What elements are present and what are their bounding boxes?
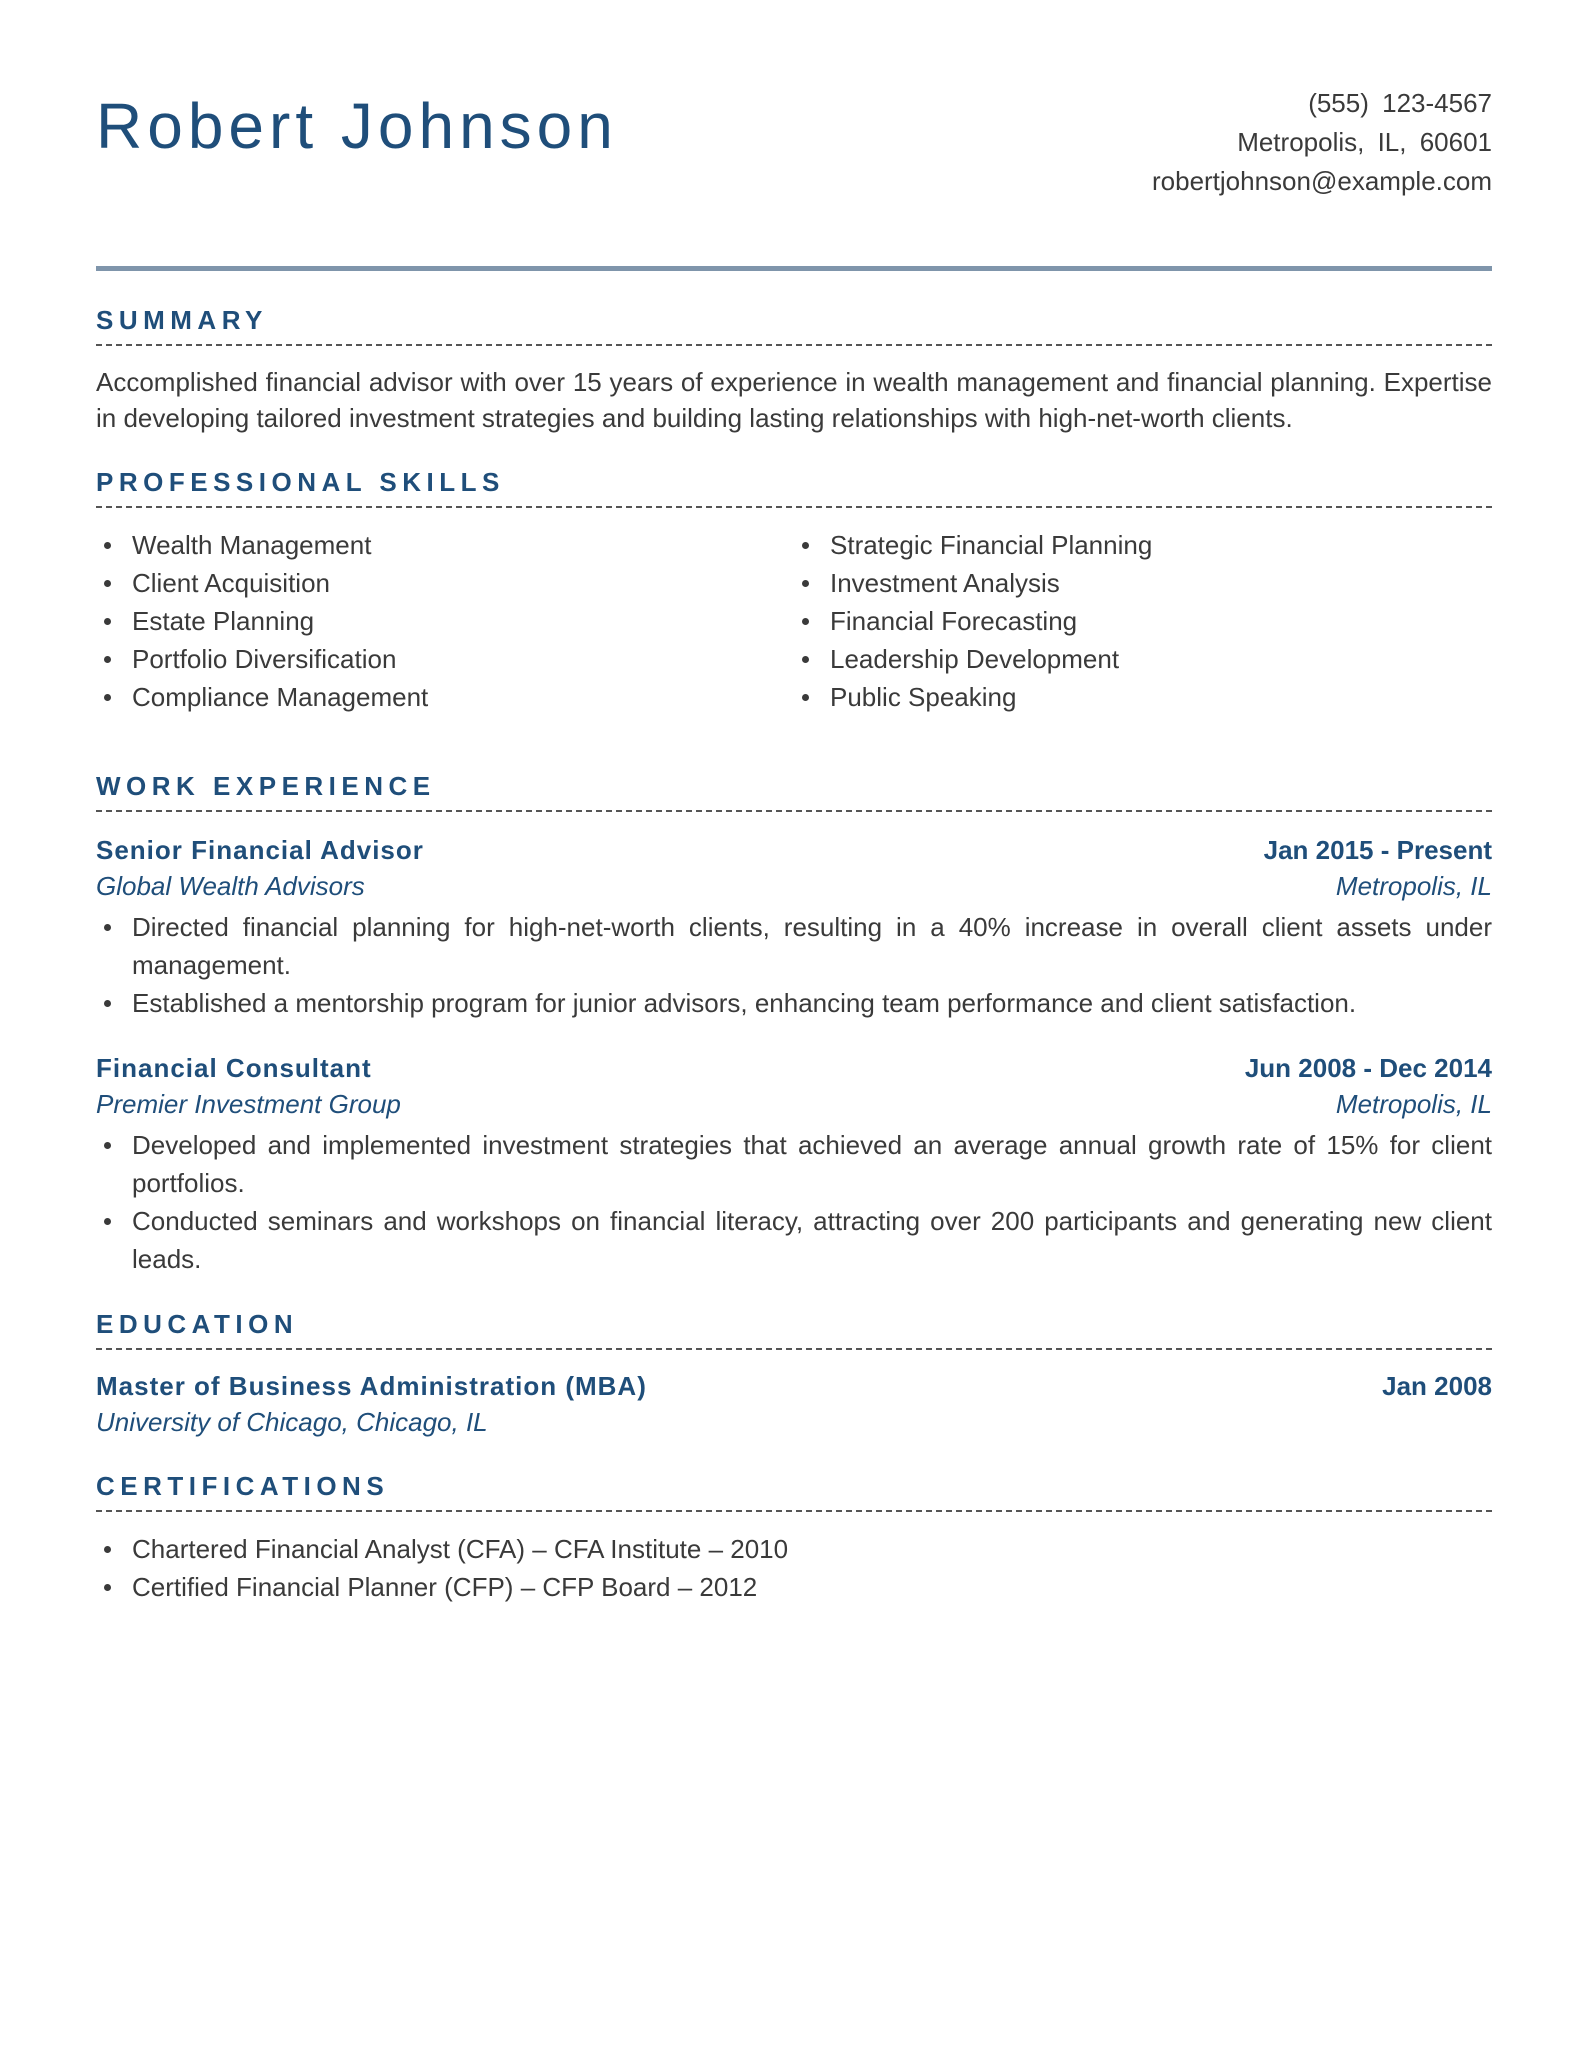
summary-text: Accomplished financial advisor with over 15 years of experience in wealth management and financial planning. Expertise in developing tailored investment strategies and building lasting relationships with high-net-worth clients. (96, 367, 1492, 433)
skill-item: Estate Planning (96, 602, 794, 640)
job-dates: Jun 2008 - Dec 2014 (1244, 1053, 1492, 1083)
contact-address: Metropolis, IL, 60601 (1237, 127, 1492, 157)
certification-item: Certified Financial Planner (CFP) – CFP Board – 2012 (96, 1568, 1492, 1606)
job-location: Metropolis, IL (1335, 871, 1492, 901)
skill-item: Wealth Management (96, 526, 794, 564)
job-entry (96, 832, 1492, 1022)
skill-item: Investment Analysis (794, 564, 1492, 602)
job-subheader (96, 1086, 1492, 1122)
resume-header (96, 0, 1492, 270)
header-divider (96, 266, 1492, 271)
section-title-experience: WORK EXPERIENCE (96, 770, 1492, 812)
job-location: Metropolis, IL (1335, 1089, 1492, 1119)
skills-right-column (794, 526, 1492, 716)
job-entry (96, 1050, 1492, 1278)
skill-item: Leadership Development (794, 640, 1492, 678)
job-bullets (96, 1126, 1492, 1278)
job-header (96, 832, 1492, 868)
section-title-summary: SUMMARY (96, 304, 1492, 346)
section-title-education: EDUCATION (96, 1308, 1492, 1350)
contact-block (1152, 84, 1492, 201)
education-date: Jan 2008 (1382, 1371, 1492, 1401)
job-bullet: Conducted seminars and workshops on financial literacy, attracting over 200 participants and generating new client leads. (96, 1202, 1492, 1278)
education-subheader (96, 1404, 1492, 1440)
job-bullet: Developed and implemented investment strategies that achieved an average annual growth rate of 15% for client portfolios. (96, 1126, 1492, 1202)
job-bullet: Directed financial planning for high-net-worth clients, resulting in a 40% increase in overall client assets under management. (96, 908, 1492, 984)
certifications-section (96, 1470, 1492, 1606)
education-school: University of Chicago, Chicago, IL (96, 1407, 488, 1437)
job-company: Premier Investment Group (96, 1089, 401, 1119)
education-section (96, 1308, 1492, 1440)
certification-item: Chartered Financial Analyst (CFA) – CFA Institute – 2010 (96, 1530, 1492, 1568)
job-header (96, 1050, 1492, 1086)
job-role: Senior Financial Advisor (96, 835, 424, 865)
job-bullet: Established a mentorship program for junior advisors, enhancing team performance and client satisfaction. (96, 984, 1492, 1022)
skill-item: Strategic Financial Planning (794, 526, 1492, 564)
job-subheader (96, 868, 1492, 904)
summary-section (96, 304, 1492, 436)
skills-left-column (96, 526, 794, 716)
contact-email: robertjohnson@example.com (1151, 166, 1492, 196)
education-degree: Master of Business Administration (MBA) (96, 1371, 647, 1401)
skills-grid (96, 526, 1492, 716)
skill-item: Portfolio Diversification (96, 640, 794, 678)
certifications-list (96, 1530, 1492, 1606)
section-title-certifications: CERTIFICATIONS (96, 1470, 1492, 1512)
skill-item: Financial Forecasting (794, 602, 1492, 640)
education-header (96, 1368, 1492, 1404)
experience-section (96, 770, 1492, 1278)
candidate-name: Robert Johnson (96, 90, 618, 162)
skill-item: Public Speaking (794, 678, 1492, 716)
job-dates: Jan 2015 - Present (1263, 835, 1492, 865)
skill-item: Client Acquisition (96, 564, 794, 602)
job-bullets (96, 908, 1492, 1022)
skill-item: Compliance Management (96, 678, 794, 716)
job-company: Global Wealth Advisors (96, 871, 365, 901)
skills-section (96, 466, 1492, 716)
contact-phone: (555) 123-4567 (1308, 88, 1492, 118)
job-role: Financial Consultant (96, 1053, 372, 1083)
section-title-skills: PROFESSIONAL SKILLS (96, 466, 1492, 508)
